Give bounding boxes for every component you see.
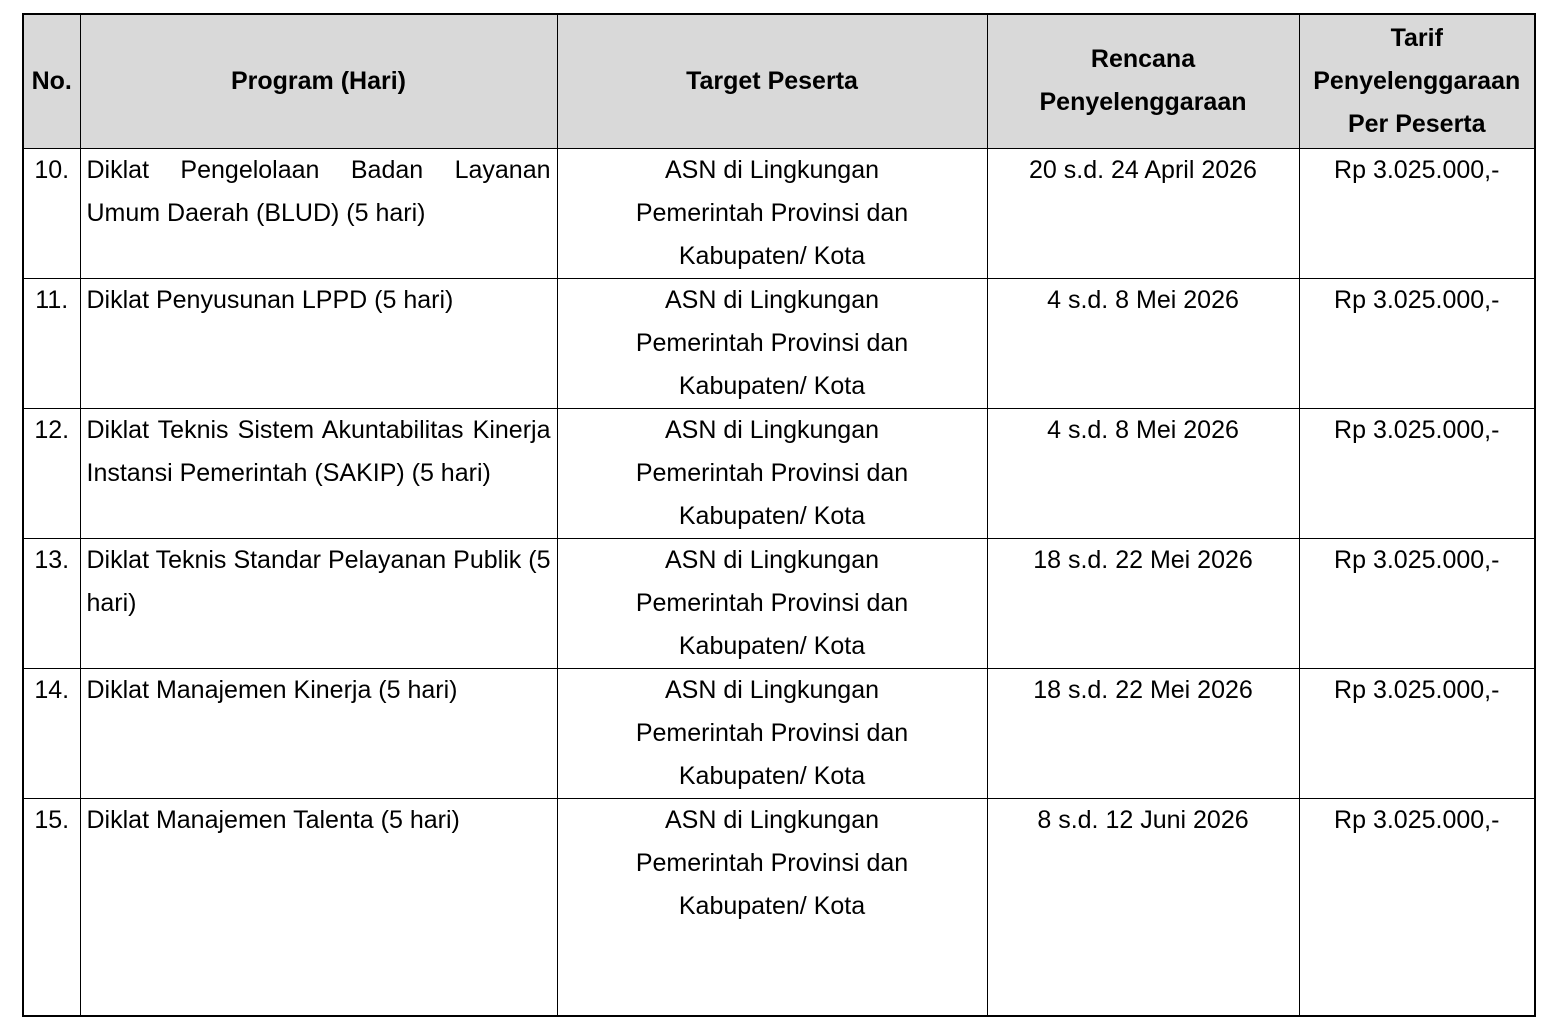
table-row bbox=[23, 408, 1535, 538]
tarif-cell: Rp 3.025.000,- bbox=[1299, 148, 1535, 278]
rencana-cell: 18 s.d. 22 Mei 2026 bbox=[987, 668, 1299, 798]
program-cell: Diklat Manajemen Kinerja (5 hari) bbox=[80, 668, 557, 798]
target-peserta-cell: ASN di Lingkungan Pemerintah Provinsi dan Kabupaten/ Kota bbox=[557, 668, 987, 798]
program-cell: Diklat Manajemen Talenta (5 hari) bbox=[80, 798, 557, 1016]
target-peserta-cell: ASN di Lingkungan Pemerintah Provinsi dan Kabupaten/ Kota bbox=[557, 148, 987, 278]
program-cell: Diklat Penyusunan LPPD (5 hari) bbox=[80, 278, 557, 408]
tarif-cell: Rp 3.025.000,- bbox=[1299, 538, 1535, 668]
table-header-row bbox=[23, 14, 1535, 148]
row-number-cell: 14. bbox=[23, 668, 80, 798]
table-row bbox=[23, 798, 1535, 1016]
row-number-cell: 10. bbox=[23, 148, 80, 278]
rencana-cell: 20 s.d. 24 April 2026 bbox=[987, 148, 1299, 278]
tarif-cell: Rp 3.025.000,- bbox=[1299, 668, 1535, 798]
target-peserta-cell: ASN di Lingkungan Pemerintah Provinsi dan Kabupaten/ Kota bbox=[557, 798, 987, 1016]
header-no: No. bbox=[23, 14, 80, 148]
table-row bbox=[23, 668, 1535, 798]
row-number-cell: 11. bbox=[23, 278, 80, 408]
header-rencana-penyelenggaraan: Rencana Penyelenggaraan bbox=[987, 14, 1299, 148]
row-number-cell: 12. bbox=[23, 408, 80, 538]
target-peserta-cell: ASN di Lingkungan Pemerintah Provinsi dan Kabupaten/ Kota bbox=[557, 408, 987, 538]
rencana-cell: 4 s.d. 8 Mei 2026 bbox=[987, 278, 1299, 408]
tarif-cell: Rp 3.025.000,- bbox=[1299, 278, 1535, 408]
rencana-cell: 8 s.d. 12 Juni 2026 bbox=[987, 798, 1299, 1016]
program-cell: Diklat Teknis Sistem Akuntabilitas Kinerja Instansi Pemerintah (SAKIP) (5 hari) bbox=[80, 408, 557, 538]
header-tarif: Tarif Penyelenggaraan Per Peserta bbox=[1299, 14, 1535, 148]
program-cell: Diklat Teknis Standar Pelayanan Publik (5 hari) bbox=[80, 538, 557, 668]
table-row bbox=[23, 538, 1535, 668]
header-target-peserta: Target Peserta bbox=[557, 14, 987, 148]
target-peserta-cell: ASN di Lingkungan Pemerintah Provinsi dan Kabupaten/ Kota bbox=[557, 538, 987, 668]
row-number-cell: 15. bbox=[23, 798, 80, 1016]
table-row bbox=[23, 148, 1535, 278]
tarif-cell: Rp 3.025.000,- bbox=[1299, 798, 1535, 1016]
rencana-cell: 4 s.d. 8 Mei 2026 bbox=[987, 408, 1299, 538]
target-peserta-cell: ASN di Lingkungan Pemerintah Provinsi dan Kabupaten/ Kota bbox=[557, 278, 987, 408]
header-program: Program (Hari) bbox=[80, 14, 557, 148]
row-number-cell: 13. bbox=[23, 538, 80, 668]
rencana-cell: 18 s.d. 22 Mei 2026 bbox=[987, 538, 1299, 668]
program-cell: Diklat Pengelolaan Badan Layanan Umum Daerah (BLUD) (5 hari) bbox=[80, 148, 557, 278]
training-schedule-table bbox=[22, 13, 1536, 1017]
tarif-cell: Rp 3.025.000,- bbox=[1299, 408, 1535, 538]
table-row bbox=[23, 278, 1535, 408]
